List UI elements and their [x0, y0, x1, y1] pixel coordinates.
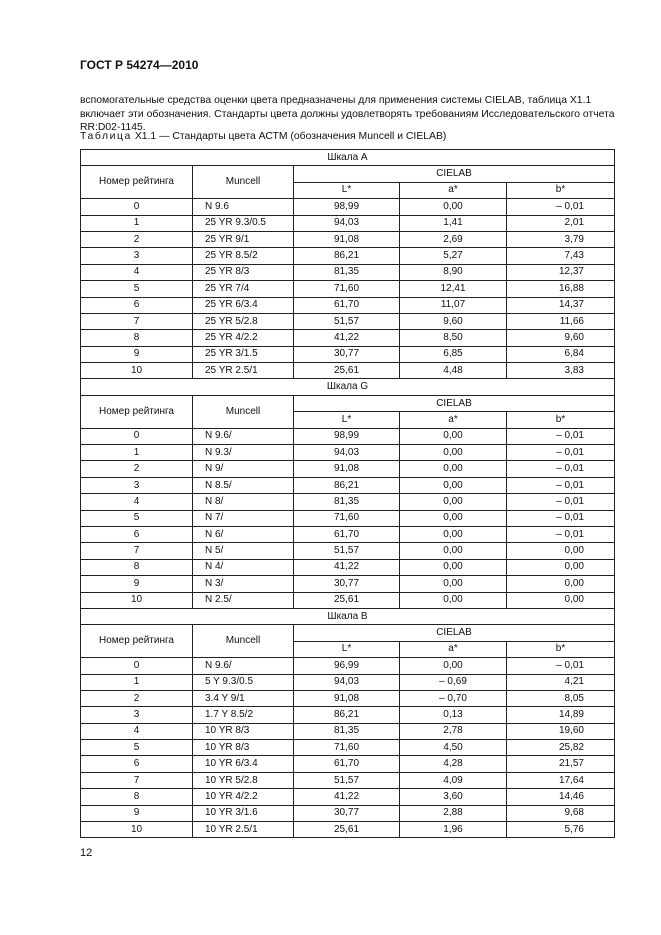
cell-b: 4,21: [507, 674, 615, 690]
cell-muncell: N 3/: [193, 576, 294, 592]
cell-l: 91,08: [294, 690, 400, 706]
cell-b: 14,89: [507, 707, 615, 723]
table-row: [81, 215, 615, 231]
table-caption: [80, 131, 446, 142]
cell-rating: 6: [81, 297, 193, 313]
header-rating: Номер рейтинга: [81, 166, 193, 199]
cell-muncell: N 7/: [193, 510, 294, 526]
cell-muncell: N 9.3/: [193, 445, 294, 461]
cell-b: – 0,01: [507, 445, 615, 461]
cell-l: 25,61: [294, 363, 400, 379]
cell-rating: 3: [81, 248, 193, 264]
cell-muncell: 25 YR 9/1: [193, 231, 294, 247]
cell-a: 0,00: [400, 576, 507, 592]
cell-l: 25,61: [294, 822, 400, 838]
table-row: [81, 543, 615, 559]
header-l: L*: [294, 412, 400, 428]
cell-muncell: 25 YR 3/1.5: [193, 346, 294, 362]
cell-rating: 4: [81, 723, 193, 739]
cell-l: 30,77: [294, 805, 400, 821]
cell-a: 5,27: [400, 248, 507, 264]
table-row: [81, 445, 615, 461]
cell-a: 0,00: [400, 592, 507, 608]
header-rating: Номер рейтинга: [81, 395, 193, 428]
cell-muncell: 25 YR 6/3.4: [193, 297, 294, 313]
cell-l: 71,60: [294, 510, 400, 526]
cell-b: 9,60: [507, 330, 615, 346]
cell-l: 94,03: [294, 674, 400, 690]
cell-rating: 5: [81, 510, 193, 526]
table-row: [81, 477, 615, 493]
table-row: [81, 231, 615, 247]
cell-rating: 1: [81, 674, 193, 690]
cell-l: 71,60: [294, 281, 400, 297]
cell-l: 98,99: [294, 199, 400, 215]
header-cielab: CIELAB: [294, 395, 615, 411]
header-row: [81, 625, 615, 641]
table-row: [81, 690, 615, 706]
cell-a: 8,50: [400, 330, 507, 346]
cell-muncell: N 4/: [193, 559, 294, 575]
cell-rating: 1: [81, 215, 193, 231]
cell-rating: 10: [81, 363, 193, 379]
header-muncell: Muncell: [193, 166, 294, 199]
cell-rating: 6: [81, 526, 193, 542]
cell-l: 41,22: [294, 789, 400, 805]
cell-b: 7,43: [507, 248, 615, 264]
cell-a: 0,00: [400, 526, 507, 542]
cell-muncell: N 2.5/: [193, 592, 294, 608]
cell-muncell: 5 Y 9.3/0.5: [193, 674, 294, 690]
cell-l: 51,57: [294, 772, 400, 788]
cell-l: 61,70: [294, 526, 400, 542]
section-title-row: [81, 150, 615, 166]
table-row: [81, 330, 615, 346]
cell-rating: 2: [81, 690, 193, 706]
cell-a: 0,00: [400, 543, 507, 559]
cell-l: 30,77: [294, 346, 400, 362]
header-b: b*: [507, 182, 615, 198]
cell-muncell: N 9.6/: [193, 428, 294, 444]
table-row: [81, 199, 615, 215]
cell-b: – 0,01: [507, 477, 615, 493]
cell-a: 0,00: [400, 199, 507, 215]
cell-l: 81,35: [294, 723, 400, 739]
cell-l: 61,70: [294, 297, 400, 313]
cell-rating: 0: [81, 199, 193, 215]
cell-a: 4,48: [400, 363, 507, 379]
cell-muncell: N 5/: [193, 543, 294, 559]
cell-l: 51,57: [294, 543, 400, 559]
cell-muncell: 25 YR 9.3/0.5: [193, 215, 294, 231]
cell-a: 3,60: [400, 789, 507, 805]
table-row: [81, 363, 615, 379]
cell-l: 41,22: [294, 330, 400, 346]
cell-rating: 7: [81, 543, 193, 559]
cell-rating: 10: [81, 822, 193, 838]
caption-text: Х1.1 — Стандарты цвета АСТМ (обозначения Muncell и CIELAB): [131, 131, 447, 142]
cell-a: 0,00: [400, 658, 507, 674]
table-row: [81, 346, 615, 362]
cell-muncell: 10 YR 8/3: [193, 723, 294, 739]
cell-a: 2,78: [400, 723, 507, 739]
cell-a: 0,00: [400, 510, 507, 526]
cell-rating: 7: [81, 772, 193, 788]
cell-rating: 8: [81, 559, 193, 575]
cell-b: 3,83: [507, 363, 615, 379]
cell-rating: 2: [81, 461, 193, 477]
cell-b: 12,37: [507, 264, 615, 280]
cell-rating: 10: [81, 592, 193, 608]
cell-rating: 8: [81, 330, 193, 346]
cell-rating: 9: [81, 805, 193, 821]
cell-rating: 2: [81, 231, 193, 247]
table-row: [81, 313, 615, 329]
cell-l: 30,77: [294, 576, 400, 592]
cell-rating: 9: [81, 576, 193, 592]
header-b: b*: [507, 412, 615, 428]
cell-muncell: 25 YR 8/3: [193, 264, 294, 280]
section-title: Шкала В: [81, 608, 615, 624]
cell-l: 86,21: [294, 477, 400, 493]
cell-a: 0,00: [400, 461, 507, 477]
cell-b: – 0,01: [507, 461, 615, 477]
table-row: [81, 428, 615, 444]
cell-a: 4,09: [400, 772, 507, 788]
header-muncell: Muncell: [193, 395, 294, 428]
cell-a: 0,13: [400, 707, 507, 723]
cell-muncell: 25 YR 2.5/1: [193, 363, 294, 379]
cell-b: – 0,01: [507, 494, 615, 510]
cell-rating: 4: [81, 494, 193, 510]
table-row: [81, 461, 615, 477]
cell-l: 25,61: [294, 592, 400, 608]
cell-b: – 0,01: [507, 658, 615, 674]
cell-l: 51,57: [294, 313, 400, 329]
cell-a: 9,60: [400, 313, 507, 329]
cell-b: 11,66: [507, 313, 615, 329]
table-row: [81, 576, 615, 592]
cell-b: 0,00: [507, 592, 615, 608]
cell-b: 5,76: [507, 822, 615, 838]
section-title-row: [81, 379, 615, 395]
color-standards-table: [80, 149, 615, 838]
cell-muncell: N 9.6/: [193, 658, 294, 674]
cell-a: 1,96: [400, 822, 507, 838]
table-row: [81, 822, 615, 838]
cell-muncell: N 9/: [193, 461, 294, 477]
header-l: L*: [294, 182, 400, 198]
cell-rating: 5: [81, 740, 193, 756]
cell-rating: 5: [81, 281, 193, 297]
cell-a: 0,00: [400, 428, 507, 444]
table-row: [81, 674, 615, 690]
cell-a: 0,00: [400, 494, 507, 510]
section-title: Шкала G: [81, 379, 615, 395]
cell-muncell: 25 YR 7/4: [193, 281, 294, 297]
cell-b: – 0,01: [507, 428, 615, 444]
table-row: [81, 494, 615, 510]
intro-paragraph: вспомогательные средства оценки цвета предназначены для применения системы CIELAB, таблица Х1.1 включает эти обозначения. Стандарты цвета должны удовлетворять требованиям Исследовательского отчета RR:D02-1145.: [80, 95, 615, 134]
cell-l: 61,70: [294, 756, 400, 772]
cell-b: – 0,01: [507, 526, 615, 542]
header-row: [81, 395, 615, 411]
cell-rating: 3: [81, 707, 193, 723]
header-cielab: CIELAB: [294, 166, 615, 182]
cell-muncell: 10 YR 8/3: [193, 740, 294, 756]
cell-l: 71,60: [294, 740, 400, 756]
table-row: [81, 264, 615, 280]
cell-rating: 0: [81, 428, 193, 444]
cell-rating: 8: [81, 789, 193, 805]
cell-muncell: 1.7 Y 8.5/2: [193, 707, 294, 723]
cell-l: 94,03: [294, 445, 400, 461]
table-row: [81, 805, 615, 821]
cell-a: 4,28: [400, 756, 507, 772]
cell-l: 86,21: [294, 248, 400, 264]
table-row: [81, 281, 615, 297]
cell-rating: 0: [81, 658, 193, 674]
cell-l: 96,99: [294, 658, 400, 674]
table-row: [81, 559, 615, 575]
cell-muncell: N 8.5/: [193, 477, 294, 493]
cell-b: 8,05: [507, 690, 615, 706]
cell-b: 3,79: [507, 231, 615, 247]
header-b: b*: [507, 641, 615, 657]
table-row: [81, 592, 615, 608]
cell-a: 11,07: [400, 297, 507, 313]
cell-l: 98,99: [294, 428, 400, 444]
cell-b: 6,84: [507, 346, 615, 362]
cell-b: 2,01: [507, 215, 615, 231]
cell-muncell: 10 YR 3/1.6: [193, 805, 294, 821]
cell-a: 0,00: [400, 477, 507, 493]
cell-b: 19,60: [507, 723, 615, 739]
cell-l: 41,22: [294, 559, 400, 575]
cell-a: 4,50: [400, 740, 507, 756]
cell-a: 2,88: [400, 805, 507, 821]
cell-a: 1,41: [400, 215, 507, 231]
cell-b: 14,46: [507, 789, 615, 805]
table-row: [81, 526, 615, 542]
cell-a: 0,00: [400, 559, 507, 575]
table-row: [81, 740, 615, 756]
cell-muncell: N 8/: [193, 494, 294, 510]
header-a: a*: [400, 412, 507, 428]
section-title-row: [81, 608, 615, 624]
cell-a: 6,85: [400, 346, 507, 362]
table-row: [81, 248, 615, 264]
cell-rating: 1: [81, 445, 193, 461]
cell-l: 81,35: [294, 494, 400, 510]
cell-muncell: N 9.6: [193, 199, 294, 215]
cell-rating: 4: [81, 264, 193, 280]
table-row: [81, 510, 615, 526]
header-l: L*: [294, 641, 400, 657]
cell-muncell: 25 YR 4/2.2: [193, 330, 294, 346]
cell-b: 25,82: [507, 740, 615, 756]
section-title: Шкала А: [81, 150, 615, 166]
cell-b: 16,88: [507, 281, 615, 297]
table-row: [81, 772, 615, 788]
cell-muncell: 10 YR 4/2.2: [193, 789, 294, 805]
cell-muncell: 25 YR 5/2.8: [193, 313, 294, 329]
cell-l: 94,03: [294, 215, 400, 231]
cell-rating: 7: [81, 313, 193, 329]
cell-a: 2,69: [400, 231, 507, 247]
header-a: a*: [400, 641, 507, 657]
header-muncell: Muncell: [193, 625, 294, 658]
cell-l: 81,35: [294, 264, 400, 280]
cell-b: 21,57: [507, 756, 615, 772]
cell-a: 0,00: [400, 445, 507, 461]
cell-l: 91,08: [294, 461, 400, 477]
cell-l: 86,21: [294, 707, 400, 723]
cell-b: – 0,01: [507, 199, 615, 215]
cell-b: 9,68: [507, 805, 615, 821]
cell-muncell: 25 YR 8.5/2: [193, 248, 294, 264]
header-row: [81, 166, 615, 182]
table-row: [81, 297, 615, 313]
cell-rating: 9: [81, 346, 193, 362]
cell-b: 17,64: [507, 772, 615, 788]
cell-a: – 0,70: [400, 690, 507, 706]
cell-l: 91,08: [294, 231, 400, 247]
table-row: [81, 658, 615, 674]
header-rating: Номер рейтинга: [81, 625, 193, 658]
table-row: [81, 707, 615, 723]
table-row: [81, 756, 615, 772]
cell-a: – 0,69: [400, 674, 507, 690]
page-number: 12: [80, 847, 93, 859]
cell-rating: 6: [81, 756, 193, 772]
cell-muncell: 3.4 Y 9/1: [193, 690, 294, 706]
cell-a: 12,41: [400, 281, 507, 297]
document-header: ГОСТ Р 54274—2010: [80, 58, 199, 72]
header-cielab: CIELAB: [294, 625, 615, 641]
cell-muncell: 10 YR 2.5/1: [193, 822, 294, 838]
caption-prefix: Таблица: [80, 131, 132, 142]
cell-a: 8,90: [400, 264, 507, 280]
cell-muncell: 10 YR 6/3.4: [193, 756, 294, 772]
cell-b: 14,37: [507, 297, 615, 313]
cell-b: – 0,01: [507, 510, 615, 526]
cell-muncell: 10 YR 5/2.8: [193, 772, 294, 788]
header-a: a*: [400, 182, 507, 198]
cell-muncell: N 6/: [193, 526, 294, 542]
cell-b: 0,00: [507, 559, 615, 575]
cell-b: 0,00: [507, 576, 615, 592]
cell-rating: 3: [81, 477, 193, 493]
cell-b: 0,00: [507, 543, 615, 559]
table-row: [81, 789, 615, 805]
table-row: [81, 723, 615, 739]
